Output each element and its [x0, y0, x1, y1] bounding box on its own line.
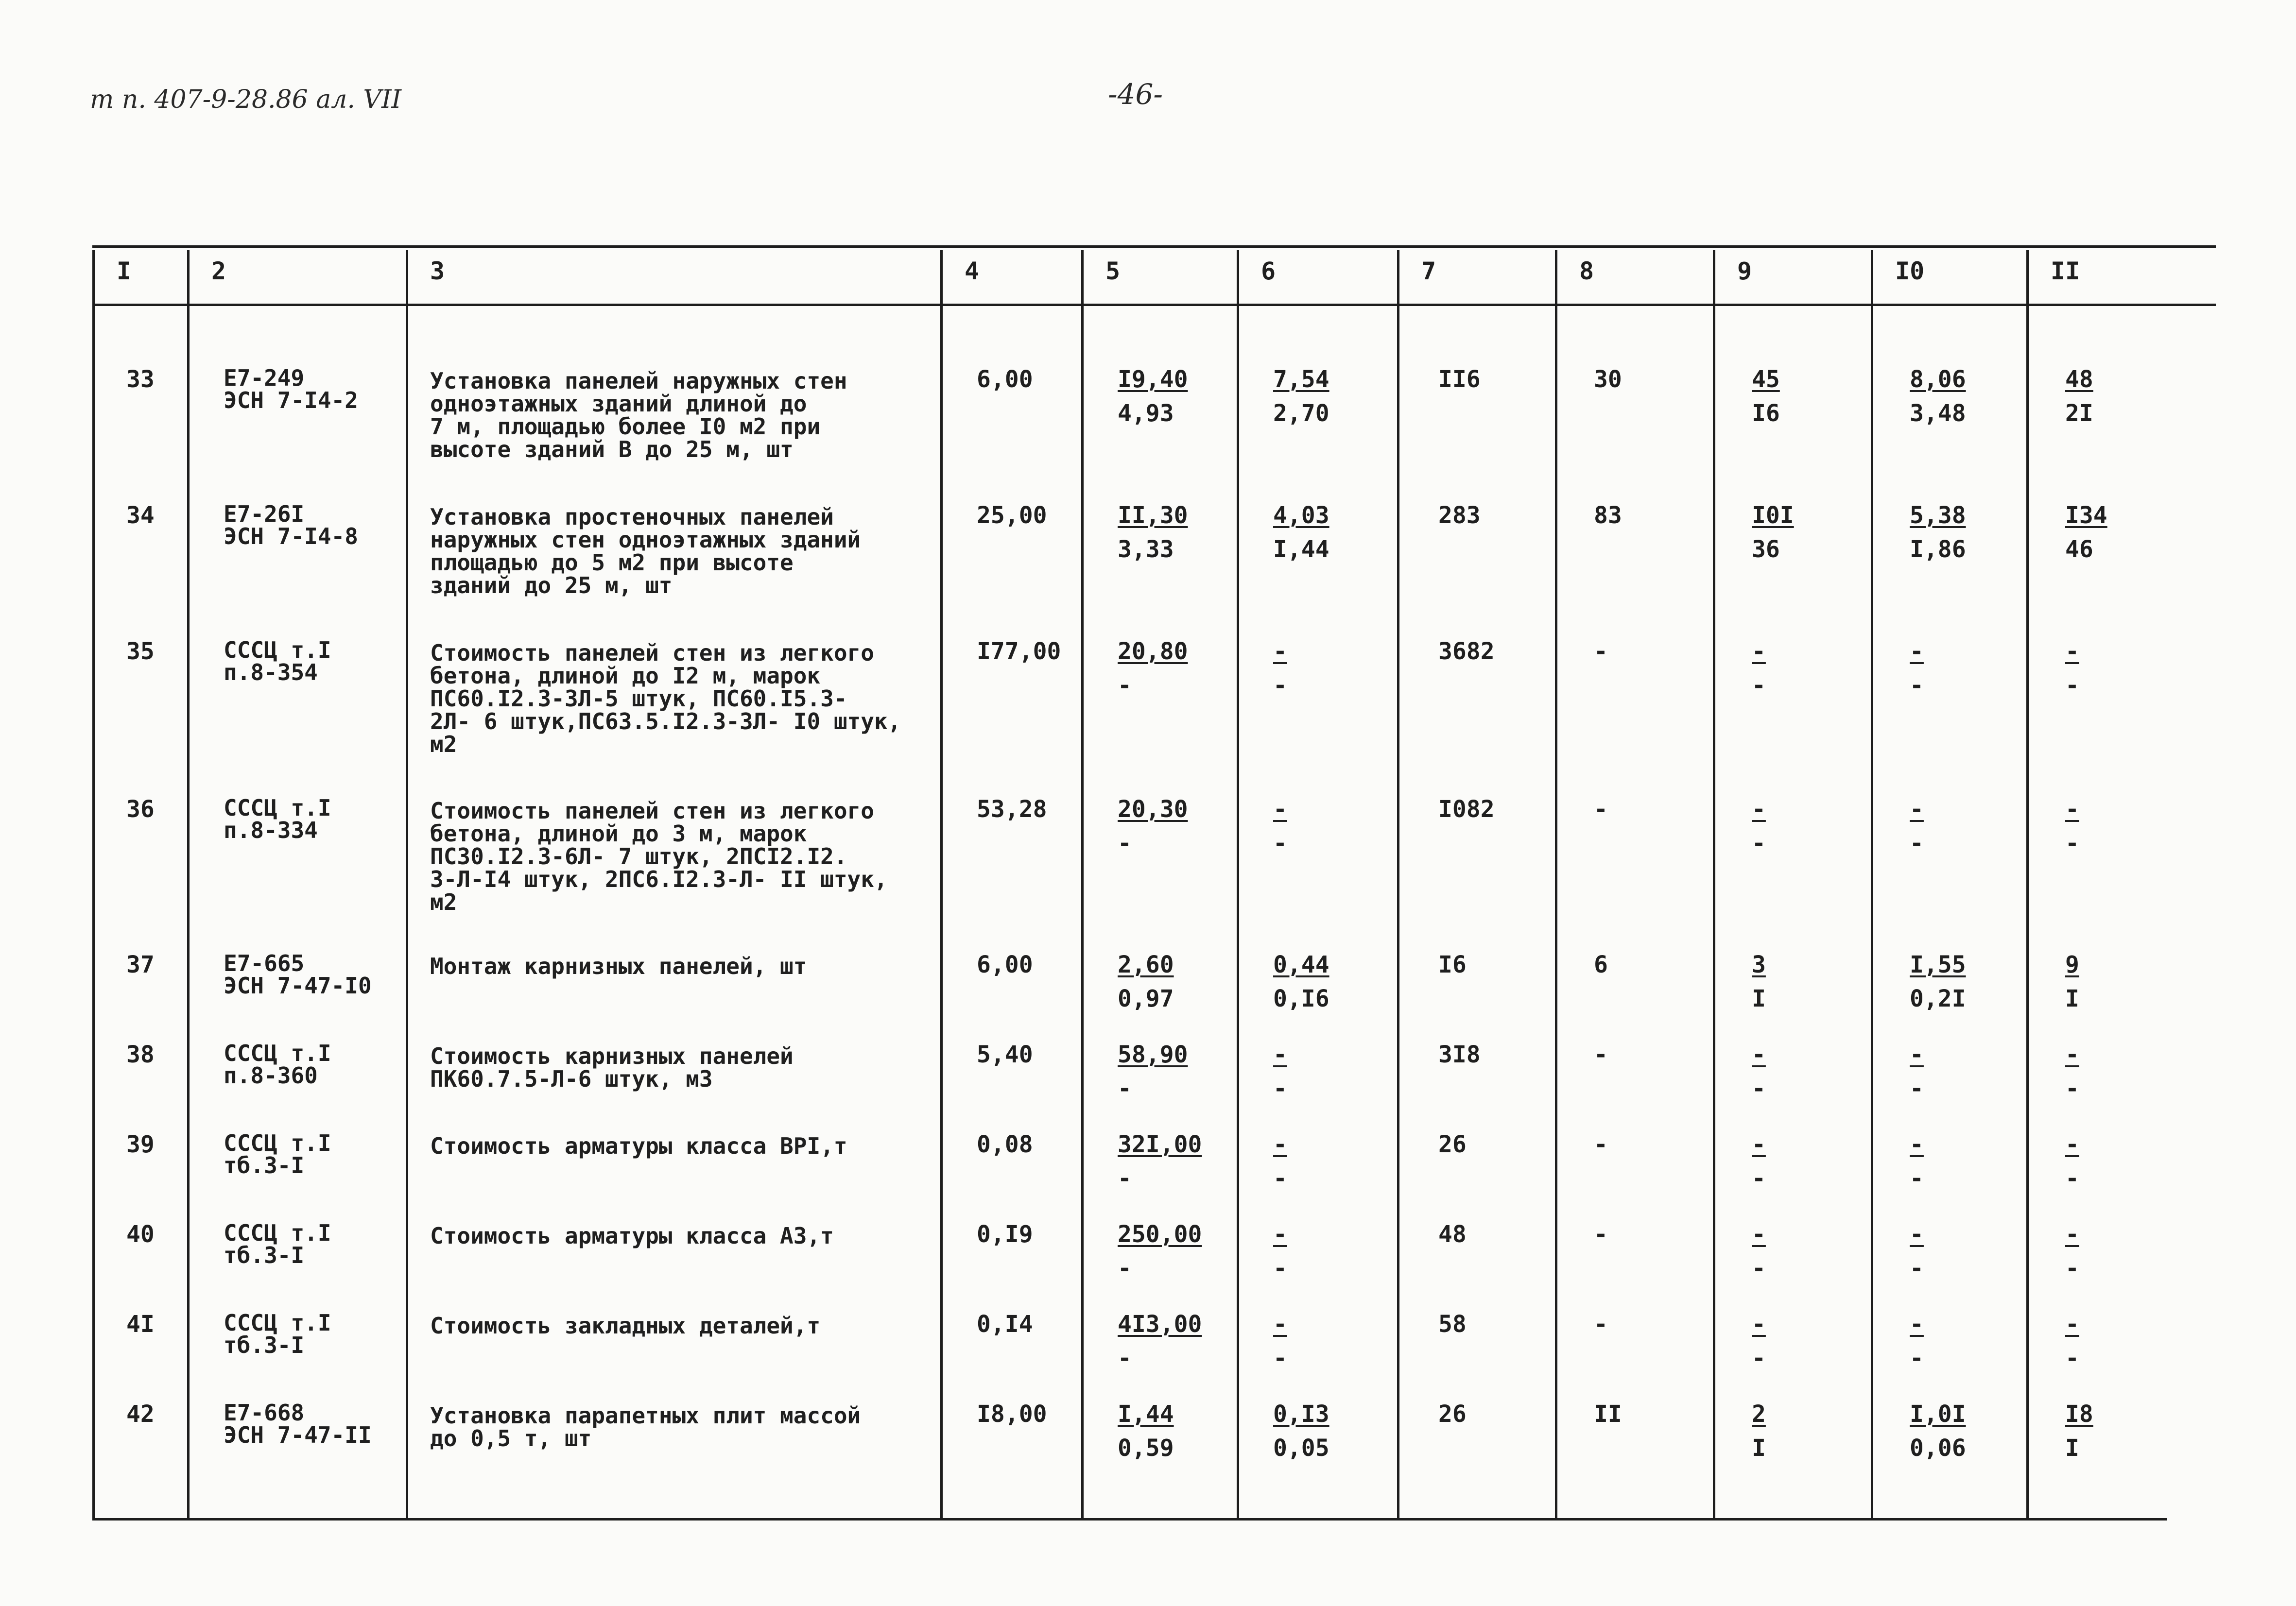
- unit-cost-bottom: -: [1118, 830, 1132, 857]
- unit-cost-top: 20,30: [1118, 796, 1188, 823]
- header-bottom-border: [92, 304, 2216, 306]
- fraction-bottom: -: [2065, 672, 2079, 699]
- column-8-value: -: [1594, 796, 1608, 823]
- fraction-bottom: 2I: [2065, 400, 2093, 427]
- unit-cost-bottom: 3,33: [1118, 536, 1174, 563]
- row-number: 34: [126, 502, 155, 529]
- total-cost: I082: [1438, 796, 1495, 823]
- column-divider: [940, 250, 943, 1521]
- total-cost: 3682: [1438, 638, 1495, 665]
- quantity: 53,28: [977, 796, 1047, 823]
- fraction-bottom: -: [1910, 830, 1924, 857]
- fraction-bottom: -: [1752, 830, 1766, 857]
- quantity: 25,00: [977, 502, 1047, 529]
- unit-cost-top: -: [1273, 1311, 1287, 1338]
- fraction-bottom: I: [2065, 1435, 2079, 1462]
- fraction-top: -: [1752, 1311, 1766, 1338]
- quantity: 6,00: [977, 951, 1033, 978]
- fraction-top: I,55: [1910, 951, 1966, 978]
- unit-cost-top: 7,54: [1273, 366, 1329, 393]
- fraction-top: -: [2065, 1221, 2079, 1248]
- fraction-top: -: [1910, 638, 1924, 665]
- unit-cost-top: 58,90: [1118, 1041, 1188, 1068]
- fraction-bottom: -: [1910, 672, 1924, 699]
- total-cost: 26: [1438, 1401, 1467, 1428]
- work-description: Стоимость панелей стен из легкого бетона, длиной до I2 м, марок ПС60.I2.3-3Л-5 штук, ПС60.I5.3- 2Л- 6 штук,ПС63.5.I2.3-3Л- I0 штук, м2: [430, 640, 901, 757]
- column-8-value: -: [1594, 1221, 1608, 1248]
- table-bottom-border: [92, 1518, 2167, 1521]
- document-code: т п. 407-9-28.86 ал. VII: [90, 85, 402, 114]
- fraction-bottom: -: [1752, 672, 1766, 699]
- unit-cost-bottom: -: [1273, 1165, 1287, 1192]
- fraction-top: -: [1752, 1131, 1766, 1158]
- column-divider: [1237, 250, 1239, 1521]
- fraction-top: -: [1752, 638, 1766, 665]
- fraction-top: -: [1752, 796, 1766, 823]
- fraction-top: 5,38: [1910, 502, 1966, 529]
- unit-cost-bottom: -: [1118, 1255, 1132, 1282]
- quantity: 5,40: [977, 1041, 1033, 1068]
- row-number: 33: [126, 366, 155, 393]
- fraction-top: -: [1752, 1041, 1766, 1068]
- column-divider: [1871, 250, 1873, 1521]
- fraction-bottom: -: [2065, 830, 2079, 857]
- unit-cost-bottom: I,44: [1273, 536, 1329, 563]
- quantity: 0,08: [977, 1131, 1033, 1158]
- column-divider: [1713, 250, 1715, 1521]
- fraction-bottom: 36: [1752, 536, 1780, 563]
- unit-cost-top: 32I,00: [1118, 1131, 1202, 1158]
- norm-reference: СССЦ т.I тб.3-I: [224, 1220, 331, 1268]
- column-header: 9: [1737, 257, 1752, 285]
- fraction-top: -: [1910, 1221, 1924, 1248]
- fraction-top: -: [1910, 1041, 1924, 1068]
- column-header: 2: [211, 257, 226, 285]
- column-divider: [92, 250, 95, 1521]
- unit-cost-bottom: -: [1118, 1165, 1132, 1192]
- unit-cost-bottom: -: [1118, 1345, 1132, 1372]
- fraction-top: 2: [1752, 1401, 1766, 1428]
- row-number: 4I: [126, 1311, 155, 1338]
- fraction-bottom: -: [1910, 1075, 1924, 1102]
- row-number: 40: [126, 1221, 155, 1248]
- row-number: 38: [126, 1041, 155, 1068]
- fraction-bottom: -: [1752, 1165, 1766, 1192]
- norm-reference: E7-26I ЭСН 7-I4-8: [224, 501, 358, 549]
- column-8-value: 30: [1594, 366, 1622, 393]
- column-divider: [1555, 250, 1557, 1521]
- fraction-top: -: [2065, 796, 2079, 823]
- work-description: Монтаж карнизных панелей, шт: [430, 953, 807, 979]
- unit-cost-bottom: 2,70: [1273, 400, 1329, 427]
- norm-reference: СССЦ т.I тб.3-I: [224, 1130, 331, 1179]
- fraction-bottom: -: [1910, 1345, 1924, 1372]
- column-8-value: -: [1594, 1311, 1608, 1338]
- fraction-top: -: [2065, 1131, 2079, 1158]
- fraction-bottom: 0,06: [1910, 1435, 1966, 1462]
- norm-reference: E7-665 ЭСН 7-47-I0: [224, 950, 372, 999]
- quantity: I8,00: [977, 1401, 1047, 1428]
- unit-cost-bottom: -: [1273, 672, 1287, 699]
- unit-cost-bottom: -: [1273, 830, 1287, 857]
- fraction-bottom: I6: [1752, 400, 1780, 427]
- unit-cost-bottom: 0,97: [1118, 985, 1174, 1012]
- unit-cost-top: 20,80: [1118, 638, 1188, 665]
- norm-reference: СССЦ т.I п.8-354: [224, 637, 331, 685]
- total-cost: 48: [1438, 1221, 1467, 1248]
- unit-cost-top: -: [1273, 1221, 1287, 1248]
- fraction-bottom: -: [1910, 1165, 1924, 1192]
- column-header: 3: [430, 257, 445, 285]
- unit-cost-top: -: [1273, 638, 1287, 665]
- total-cost: 3I8: [1438, 1041, 1481, 1068]
- total-cost: 26: [1438, 1131, 1467, 1158]
- unit-cost-top: 2,60: [1118, 951, 1174, 978]
- fraction-bottom: I: [2065, 985, 2079, 1012]
- fraction-top: I34: [2065, 502, 2107, 529]
- unit-cost-bottom: -: [1273, 1255, 1287, 1282]
- total-cost: I6: [1438, 951, 1467, 978]
- row-number: 37: [126, 951, 155, 978]
- unit-cost-top: -: [1273, 1131, 1287, 1158]
- norm-reference: СССЦ т.I п.8-334: [224, 795, 331, 843]
- work-description: Стоимость карнизных панелей ПК60.7.5-Л-6 штук, м3: [430, 1043, 794, 1092]
- unit-cost-bottom: 0,59: [1118, 1435, 1174, 1462]
- total-cost: 283: [1438, 502, 1481, 529]
- column-divider: [2026, 250, 2029, 1521]
- fraction-top: 45: [1752, 366, 1780, 393]
- fraction-bottom: 0,2I: [1910, 985, 1966, 1012]
- row-number: 35: [126, 638, 155, 665]
- unit-cost-bottom: -: [1273, 1075, 1287, 1102]
- unit-cost-top: I,44: [1118, 1401, 1174, 1428]
- unit-cost-top: 0,I3: [1273, 1401, 1329, 1428]
- norm-reference: E7-668 ЭСН 7-47-II: [224, 1400, 372, 1448]
- fraction-bottom: I: [1752, 1435, 1766, 1462]
- fraction-top: I0I: [1752, 502, 1794, 529]
- fraction-top: 9: [2065, 951, 2079, 978]
- fraction-bottom: 3,48: [1910, 400, 1966, 427]
- fraction-top: I8: [2065, 1401, 2093, 1428]
- total-cost: 58: [1438, 1311, 1467, 1338]
- fraction-bottom: -: [2065, 1345, 2079, 1372]
- column-header: 8: [1579, 257, 1594, 285]
- fraction-top: 48: [2065, 366, 2093, 393]
- unit-cost-top: 250,00: [1118, 1221, 1202, 1248]
- fraction-bottom: -: [2065, 1075, 2079, 1102]
- column-header: 5: [1105, 257, 1121, 285]
- column-header: II: [2051, 257, 2080, 285]
- column-8-value: 83: [1594, 502, 1622, 529]
- row-number: 36: [126, 796, 155, 823]
- column-header: 4: [965, 257, 980, 285]
- unit-cost-top: -: [1273, 796, 1287, 823]
- unit-cost-top: I9,40: [1118, 366, 1188, 393]
- row-number: 39: [126, 1131, 155, 1158]
- unit-cost-bottom: -: [1118, 1075, 1132, 1102]
- quantity: 6,00: [977, 366, 1033, 393]
- page-number: -46-: [1108, 78, 1163, 111]
- column-header: I: [117, 257, 132, 285]
- fraction-bottom: -: [1752, 1075, 1766, 1102]
- quantity: I77,00: [977, 638, 1061, 665]
- fraction-top: -: [1752, 1221, 1766, 1248]
- column-header: 7: [1421, 257, 1436, 285]
- unit-cost-bottom: 4,93: [1118, 400, 1174, 427]
- work-description: Стоимость арматуры класса А3,т: [430, 1223, 834, 1249]
- column-divider: [1397, 250, 1399, 1521]
- norm-reference: СССЦ т.I п.8-360: [224, 1040, 331, 1089]
- column-8-value: -: [1594, 1041, 1608, 1068]
- fraction-top: -: [2065, 1311, 2079, 1338]
- work-description: Стоимость панелей стен из легкого бетона, длиной до 3 м, марок ПС30.I2.3-6Л- 7 штук, 2ПСI2.I2. 3-Л-I4 штук, 2ПС6.I2.3-Л- II штук, м2: [430, 798, 888, 915]
- fraction-top: 3: [1752, 951, 1766, 978]
- fraction-bottom: I: [1752, 985, 1766, 1012]
- table-top-border: [92, 245, 2216, 248]
- column-divider: [1081, 250, 1084, 1521]
- work-description: Установка парапетных плит массой до 0,5 т, шт: [430, 1402, 861, 1452]
- column-8-value: -: [1594, 638, 1608, 665]
- quantity: 0,I4: [977, 1311, 1033, 1338]
- fraction-bottom: -: [1752, 1255, 1766, 1282]
- fraction-bottom: -: [1910, 1255, 1924, 1282]
- row-number: 42: [126, 1401, 155, 1428]
- quantity: 0,I9: [977, 1221, 1033, 1248]
- work-description: Установка простеночных панелей наружных стен одноэтажных зданий площадью до 5 м2 при высоте зданий до 25 м, шт: [430, 504, 861, 598]
- column-8-value: 6: [1594, 951, 1608, 978]
- work-description: Стоимость закладных деталей,т: [430, 1313, 821, 1339]
- total-cost: II6: [1438, 366, 1481, 393]
- unit-cost-bottom: 0,I6: [1273, 985, 1329, 1012]
- fraction-top: -: [2065, 638, 2079, 665]
- unit-cost-bottom: 0,05: [1273, 1435, 1329, 1462]
- unit-cost-top: -: [1273, 1041, 1287, 1068]
- fraction-bottom: -: [2065, 1165, 2079, 1192]
- fraction-top: -: [1910, 1311, 1924, 1338]
- work-description: Установка панелей наружных стен одноэтажных зданий длиной до 7 м, площадью более I0 м2 при высоте зданий В до 25 м, шт: [430, 368, 847, 462]
- fraction-top: I,0I: [1910, 1401, 1966, 1428]
- column-8-value: II: [1594, 1401, 1622, 1428]
- unit-cost-top: 4I3,00: [1118, 1311, 1202, 1338]
- unit-cost-top: 4,03: [1273, 502, 1329, 529]
- column-divider: [406, 250, 408, 1521]
- unit-cost-bottom: -: [1118, 672, 1132, 699]
- fraction-top: -: [1910, 1131, 1924, 1158]
- column-divider: [187, 250, 190, 1521]
- unit-cost-top: 0,44: [1273, 951, 1329, 978]
- column-header: I0: [1895, 257, 1925, 285]
- fraction-top: -: [1910, 796, 1924, 823]
- unit-cost-top: II,30: [1118, 502, 1188, 529]
- norm-reference: E7-249 ЭСН 7-I4-2: [224, 365, 358, 413]
- unit-cost-bottom: -: [1273, 1345, 1287, 1372]
- fraction-bottom: -: [1752, 1345, 1766, 1372]
- norm-reference: СССЦ т.I тб.3-I: [224, 1310, 331, 1358]
- column-8-value: -: [1594, 1131, 1608, 1158]
- column-header: 6: [1261, 257, 1276, 285]
- fraction-bottom: I,86: [1910, 536, 1966, 563]
- work-description: Стоимость арматуры класса ВРI,т: [430, 1133, 847, 1159]
- fraction-top: -: [2065, 1041, 2079, 1068]
- fraction-top: 8,06: [1910, 366, 1966, 393]
- fraction-bottom: -: [2065, 1255, 2079, 1282]
- fraction-bottom: 46: [2065, 536, 2093, 563]
